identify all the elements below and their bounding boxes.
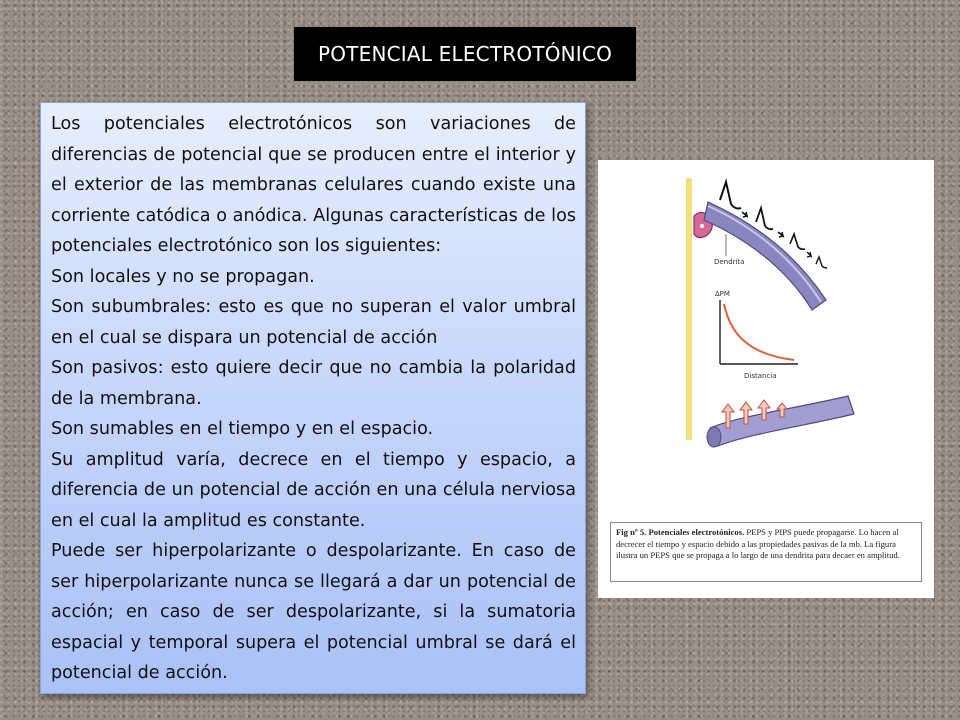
wave-3: [790, 234, 805, 249]
arrow-3-icon: [807, 252, 811, 257]
vesicle-dot: [700, 224, 704, 228]
decay-curve: [724, 304, 794, 360]
wave-1: [720, 182, 741, 209]
y-axis-label: ∆PM: [715, 290, 730, 298]
x-axis-label: Distancia: [744, 372, 777, 380]
tube-end: [707, 427, 721, 447]
paragraph-local: Son locales y no se propagan.: [51, 266, 315, 287]
arrow-2-icon: [778, 232, 783, 237]
electrotonic-figure: [598, 160, 934, 598]
paragraph-amplitud: Su amplitud varía, decrece en el tiempo y espacio, a diferencia de un potencial de acción en una célula nerviosa en el cual la amplitud es constante.: [51, 449, 576, 531]
caption-title: Fig nº 5. Potenciales electrotónicos.: [616, 527, 745, 537]
figure-edge-strip: [686, 178, 692, 440]
paragraph-polarizante: Puede ser hiperpolarizante o despolarizante. En caso de ser hiperpolarizante nunca se llegará a dar un potencial de acción; en caso de ser despolarizante, si la sumatoria espacial y temporal supera el potencial umbral se dará el potencial de acción.: [51, 541, 576, 683]
slide-title: POTENCIAL ELECTROTÓNICO: [294, 27, 636, 81]
paragraph-subumbral: Son subumbrales: esto es que no superan el valor umbral en el cual se dispara un potencial de acción: [51, 297, 576, 348]
text-content-box: [40, 102, 586, 694]
caption-text: PEPS y PIPS puede propagarse. Lo hacen al decrecer el tiempo y espacio debido a las propiedades pasivas de la mb. La figura ilustra un PEPS que se propaga a lo largo de una dendrita para decaer en amplitud.: [616, 527, 900, 560]
wave-4: [816, 257, 827, 268]
wave-2: [756, 208, 773, 229]
dendrite-label: Dendrita: [714, 258, 745, 266]
figure-caption: [610, 522, 922, 582]
paragraph-intro: Los potenciales electrotónicos son variaciones de diferencias de potencial que se producen entre el interior y el exterior de las membranas celulares cuando existe una corriente catódica o anódica. Algunas características de los potenciales electrotónico son los siguientes:: [51, 114, 576, 256]
paragraph-pasivos: Son pasivos: esto quiere decir que no cambia la polaridad de la membrana.: [51, 358, 576, 409]
arrow-1-icon: [742, 212, 747, 217]
paragraph-sumables: Son sumables en el tiempo y en el espacio.: [51, 419, 434, 439]
figure-illustration: [598, 160, 934, 520]
